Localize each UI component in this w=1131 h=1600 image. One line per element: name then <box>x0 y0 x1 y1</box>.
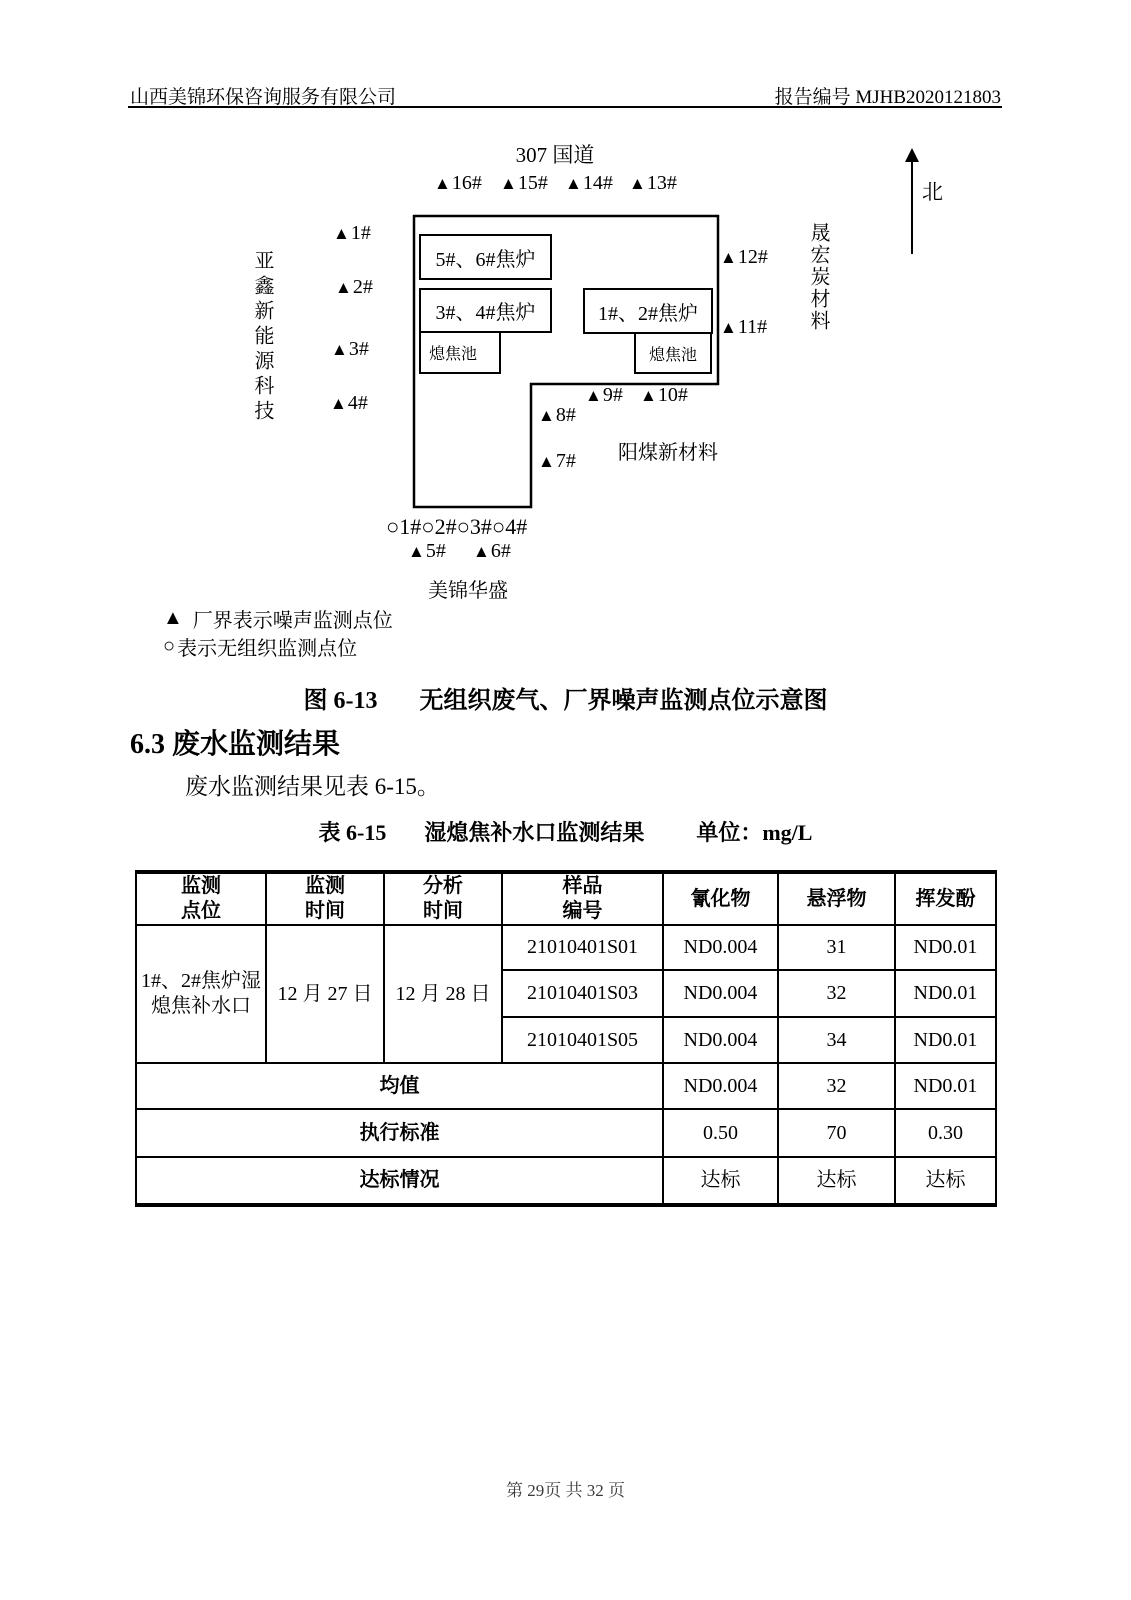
marker-label: 7# <box>555 450 576 472</box>
marker-label: 5# <box>425 540 446 562</box>
cyanide-value: ND0.004 <box>663 970 778 1017</box>
marker-label: 15# <box>517 172 548 194</box>
fugitive-point-4 <box>492 514 527 540</box>
legend-noise <box>163 604 393 633</box>
marker-label: 9# <box>602 384 623 406</box>
triangle-icon: ▲ <box>163 607 183 629</box>
marker-label: 6# <box>490 540 511 562</box>
marker-label: 14# <box>582 172 613 194</box>
neighbor-bottom-label: 美锦华盛 <box>428 580 508 602</box>
noise-marker-2 <box>335 276 373 299</box>
neighbor-bottom-right-label: 阳煤新材料 <box>618 442 718 464</box>
header-rule <box>128 106 1002 108</box>
coke-oven-5-6-box: 5#、6#焦炉 <box>419 234 552 280</box>
col-header-cyanide: 氰化物 <box>663 872 778 925</box>
noise-marker-1 <box>333 222 371 245</box>
suspended-value: 31 <box>778 925 895 970</box>
marker-label: 3# <box>469 514 492 539</box>
compliance-row <box>136 1157 996 1205</box>
noise-marker-4 <box>330 392 368 415</box>
results-table <box>135 870 997 1207</box>
noise-marker-16 <box>434 172 482 195</box>
col-header-phenol: 挥发酚 <box>895 872 996 925</box>
triangle-icon: ▲ <box>720 318 737 337</box>
triangle-icon: ▲ <box>330 394 347 413</box>
compliance-label: 达标情况 <box>136 1157 663 1205</box>
cyanide-value: ND0.004 <box>663 1017 778 1063</box>
noise-marker-3 <box>331 338 369 361</box>
triangle-icon: ▲ <box>500 174 517 193</box>
marker-label: 1# <box>399 514 422 539</box>
figure-caption <box>0 680 1131 715</box>
marker-label: 2# <box>352 276 373 298</box>
fugitive-point-1 <box>386 514 421 540</box>
marker-label: 12# <box>737 246 768 268</box>
cyanide-value: ND0.004 <box>663 925 778 970</box>
sample-id: 21010401S03 <box>502 970 663 1017</box>
neighbor-right-label: 晟宏炭材料 <box>807 222 829 332</box>
road-label: 307 国道 <box>515 143 595 167</box>
marker-label: 4# <box>347 392 368 414</box>
noise-marker-10 <box>640 384 688 407</box>
coke-oven-1-2-box: 1#、2#焦炉 <box>583 288 713 334</box>
phenol-value: ND0.01 <box>895 925 996 970</box>
circle-icon: ○ <box>421 514 435 539</box>
phenol-value: ND0.01 <box>895 1017 996 1063</box>
col-header-point: 监测 点位 <box>136 872 266 925</box>
col-header-analysis-date: 分析 时间 <box>384 872 502 925</box>
circle-icon: ○ <box>163 635 176 657</box>
sample-id: 21010401S01 <box>502 925 663 970</box>
cyanide-compliance: 达标 <box>663 1157 778 1205</box>
noise-marker-5 <box>408 540 446 563</box>
table-unit: 单位：mg/L <box>696 820 813 845</box>
table-row <box>136 925 996 970</box>
table-number: 表 6-15 <box>318 820 387 845</box>
triangle-icon: ▲ <box>629 174 646 193</box>
triangle-icon: ▲ <box>538 406 555 425</box>
mean-label: 均值 <box>136 1063 663 1109</box>
standard-row <box>136 1109 996 1157</box>
suspended-value: 32 <box>778 970 895 1017</box>
section-heading: 6.3 废水监测结果 <box>130 729 341 760</box>
legend-fugitive-text: 表示无组织监测点位 <box>177 638 358 660</box>
noise-marker-14 <box>565 172 613 195</box>
legend-fugitive <box>163 632 357 661</box>
circle-icon: ○ <box>386 514 400 539</box>
marker-label: 1# <box>350 222 371 244</box>
marker-label: 3# <box>348 338 369 360</box>
triangle-icon: ▲ <box>538 452 555 471</box>
noise-marker-7 <box>538 450 576 473</box>
triangle-icon: ▲ <box>333 224 350 243</box>
body-paragraph: 废水监测结果见表 6-15。 <box>185 774 440 799</box>
circle-icon: ○ <box>456 514 470 539</box>
triangle-icon: ▲ <box>331 340 348 359</box>
table-title <box>0 816 1131 847</box>
monitor-point-cell: 1#、2#焦炉湿 熄焦补水口 <box>136 925 266 1063</box>
header-report-number: 报告编号 MJHB2020121803 <box>774 87 1001 108</box>
fugitive-points-row <box>386 514 527 540</box>
monitor-date-cell: 12 月 27 日 <box>266 925 384 1063</box>
cyanide-mean: ND0.004 <box>663 1063 778 1109</box>
north-label: 北 <box>922 180 943 204</box>
phenol-compliance: 达标 <box>895 1157 996 1205</box>
phenol-value: ND0.01 <box>895 970 996 1017</box>
marker-label: 8# <box>555 404 576 426</box>
cyanide-standard: 0.50 <box>663 1109 778 1157</box>
noise-marker-13 <box>629 172 677 195</box>
phenol-mean: ND0.01 <box>895 1063 996 1109</box>
marker-label: 13# <box>646 172 677 194</box>
suspended-mean: 32 <box>778 1063 895 1109</box>
legend-noise-text: 厂界表示噪声监测点位 <box>192 610 393 632</box>
marker-label: 4# <box>505 514 528 539</box>
col-header-monitor-date: 监测 时间 <box>266 872 384 925</box>
triangle-icon: ▲ <box>408 542 425 561</box>
noise-marker-11 <box>720 316 767 339</box>
triangle-icon: ▲ <box>565 174 582 193</box>
suspended-compliance: 达标 <box>778 1157 895 1205</box>
triangle-icon: ▲ <box>434 174 451 193</box>
quench-pool-left-box: 熄焦池 <box>419 331 501 374</box>
triangle-icon: ▲ <box>640 386 657 405</box>
suspended-standard: 70 <box>778 1109 895 1157</box>
marker-label: 16# <box>451 172 482 194</box>
coke-oven-3-4-box: 3#、4#焦炉 <box>419 288 552 333</box>
analysis-date-cell: 12 月 28 日 <box>384 925 502 1063</box>
standard-label: 执行标准 <box>136 1109 663 1157</box>
quench-pool-right-box: 熄焦池 <box>634 332 712 374</box>
figure-number: 图 6-13 <box>303 688 378 714</box>
triangle-icon: ▲ <box>720 248 737 267</box>
triangle-icon: ▲ <box>335 278 352 297</box>
neighbor-left-label: 亚鑫新能源科技 <box>251 250 273 425</box>
marker-label: 11# <box>737 316 768 338</box>
table-title-main: 湿熄焦补水口监测结果 <box>424 820 645 845</box>
suspended-value: 34 <box>778 1017 895 1063</box>
triangle-icon: ▲ <box>473 542 490 561</box>
noise-marker-15 <box>500 172 548 195</box>
noise-marker-6 <box>473 540 511 563</box>
page-number: 第 29页 共 32 页 <box>506 1481 625 1500</box>
results-table-wrapper <box>135 870 997 1207</box>
marker-label: 10# <box>657 384 688 406</box>
noise-marker-9 <box>585 384 623 407</box>
noise-marker-8 <box>538 404 576 427</box>
figure-title: 无组织废气、厂界噪声监测点位示意图 <box>419 688 828 714</box>
triangle-icon: ▲ <box>585 386 602 405</box>
phenol-standard: 0.30 <box>895 1109 996 1157</box>
sample-id: 21010401S05 <box>502 1017 663 1063</box>
circle-icon: ○ <box>491 514 506 539</box>
north-arrow-line <box>911 158 913 254</box>
fugitive-point-2 <box>421 514 456 540</box>
fugitive-point-3 <box>457 514 492 540</box>
col-header-sample-id: 样品 编号 <box>502 872 663 925</box>
noise-marker-12 <box>720 246 768 269</box>
col-header-suspended-solids: 悬浮物 <box>778 872 895 925</box>
header-company: 山西美锦环保咨询服务有限公司 <box>130 87 397 108</box>
marker-label: 2# <box>434 514 457 539</box>
mean-row <box>136 1063 996 1109</box>
